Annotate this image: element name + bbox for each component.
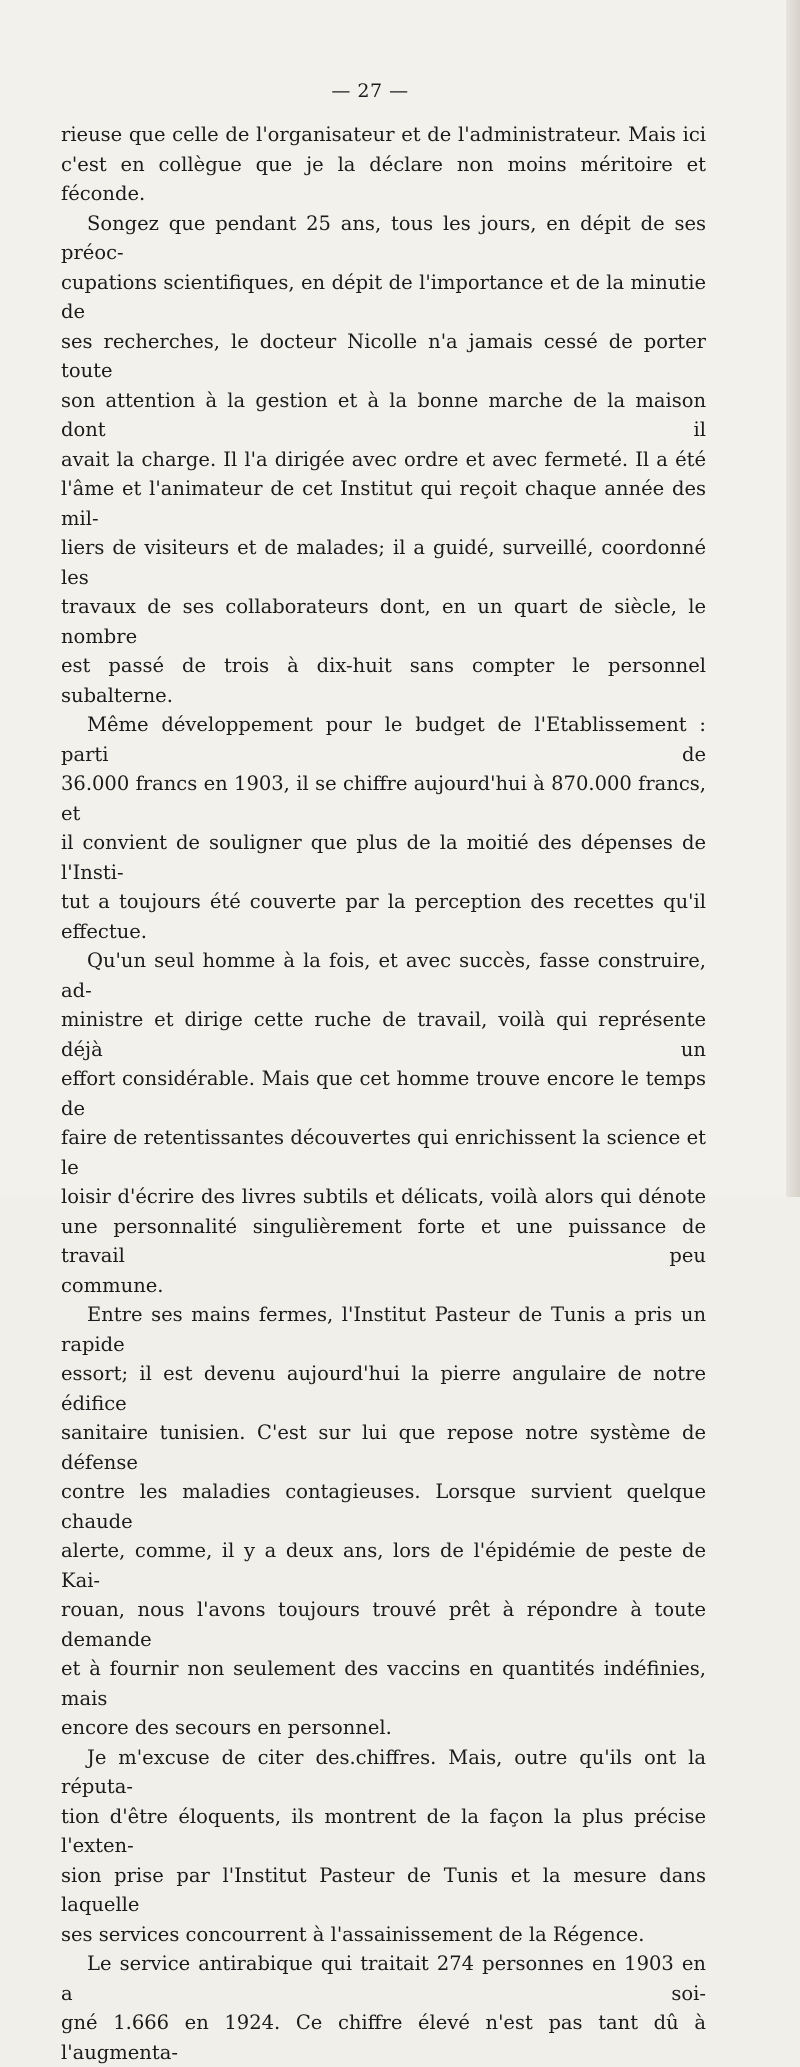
paragraph: [61, 946, 706, 1300]
text-line: contre les maladies contagieuses. Lorsque survient quelque chaude: [61, 1480, 706, 1533]
paragraph: [61, 120, 706, 209]
paragraph: [61, 1300, 706, 1743]
page-edge-shadow: [786, 0, 800, 1197]
text-line: ses services concourrent à l'assainissement de la Régence.: [61, 1922, 645, 1946]
text-line: Qu'un seul homme à la fois, et avec succès, fasse construire, ad-: [61, 949, 706, 1002]
text-line: avait la charge. Il l'a dirigée avec ordre et avec fermeté. Il a été: [61, 447, 706, 471]
text-line: tion d'être éloquents, ils montrent de la façon la plus précise l'exten-: [61, 1804, 706, 1857]
text-line: Songez que pendant 25 ans, tous les jours, en dépit de ses préoc-: [61, 211, 706, 264]
text-line: rouan, nous l'avons toujours trouvé prêt à répondre à toute demande: [61, 1598, 706, 1651]
text-line: effort considérable. Mais que cet homme trouve encore le temps de: [61, 1067, 706, 1120]
text-line: essort; il est devenu aujourd'hui la pierre angulaire de notre édifice: [61, 1362, 706, 1415]
text-line: c'est en collègue que je la déclare non moins méritoire et féconde.: [61, 152, 706, 205]
text-line: Je m'excuse de citer des.chiffres. Mais, outre qu'ils ont la réputa-: [61, 1745, 706, 1798]
text-line: est passé de trois à dix-huit sans compter le personnel subalterne.: [61, 654, 706, 707]
text-line: commune.: [61, 1273, 164, 1297]
text-line: l'âme et l'animateur de cet Institut qui reçoit chaque année des mil-: [61, 477, 706, 530]
paragraph: [61, 1743, 706, 1950]
body-text: [61, 120, 706, 2067]
text-line: effectue.: [61, 919, 147, 943]
paragraph: [61, 710, 706, 946]
text-line: ses recherches, le docteur Nicolle n'a jamais cessé de porter toute: [61, 329, 706, 382]
text-line: il convient de souligner que plus de la moitié des dépenses de l'Insti-: [61, 831, 706, 884]
text-line: Le service antirabique qui traitait 274 personnes en 1903 en a soi-: [61, 1952, 706, 2005]
text-line: une personnalité singulièrement forte et une puissance de travail peu: [61, 1214, 706, 1267]
text-line: loisir d'écrire des livres subtils et délicats, voilà alors qui dénote: [61, 1185, 706, 1208]
text-line: gné 1.666 en 1924. Ce chiffre élevé n'est pas tant dû à l'augmenta-: [61, 2011, 706, 2064]
text-line: faire de retentissantes découvertes qui enrichissent la science et le: [61, 1126, 706, 1179]
text-line: Même développement pour le budget de l'Etablissement : parti de: [61, 713, 706, 766]
text-line: travaux de ses collaborateurs dont, en un quart de siècle, le nombre: [61, 595, 706, 648]
text-line: sanitaire tunisien. C'est sur lui que repose notre système de défense: [61, 1421, 706, 1474]
text-line: liers de visiteurs et de malades; il a guidé, surveillé, coordonné les: [61, 536, 706, 589]
text-line: Entre ses mains fermes, l'Institut Pasteur de Tunis a pris un rapide: [61, 1303, 706, 1356]
paragraph: [61, 209, 706, 711]
text-line: son attention à la gestion et à la bonne marche de la maison dont il: [61, 388, 706, 441]
text-line: cupations scientifiques, en dépit de l'importance et de la minutie de: [61, 270, 706, 323]
text-line: tut a toujours été couverte par la perception des recettes qu'il: [61, 890, 706, 913]
paragraph: [61, 1949, 706, 2067]
text-line: 36.000 francs en 1903, il se chiffre aujourd'hui à 870.000 francs, et: [61, 772, 706, 825]
text-line: et à fournir non seulement des vaccins en quantités indéfinies, mais: [61, 1657, 706, 1710]
text-line: encore des secours en personnel.: [61, 1716, 392, 1739]
text-line: alerte, comme, il y a deux ans, lors de l'épidémie de peste de Kai-: [61, 1539, 706, 1592]
text-line: rieuse que celle de l'organisateur et de l'administrateur. Mais ici: [61, 123, 706, 146]
text-line: sion prise par l'Institut Pasteur de Tunis et la mesure dans laquelle: [61, 1863, 706, 1916]
text-line: ministre et dirige cette ruche de travail, voilà qui représente déjà un: [61, 1008, 706, 1061]
page-number: — 27 —: [331, 80, 409, 102]
